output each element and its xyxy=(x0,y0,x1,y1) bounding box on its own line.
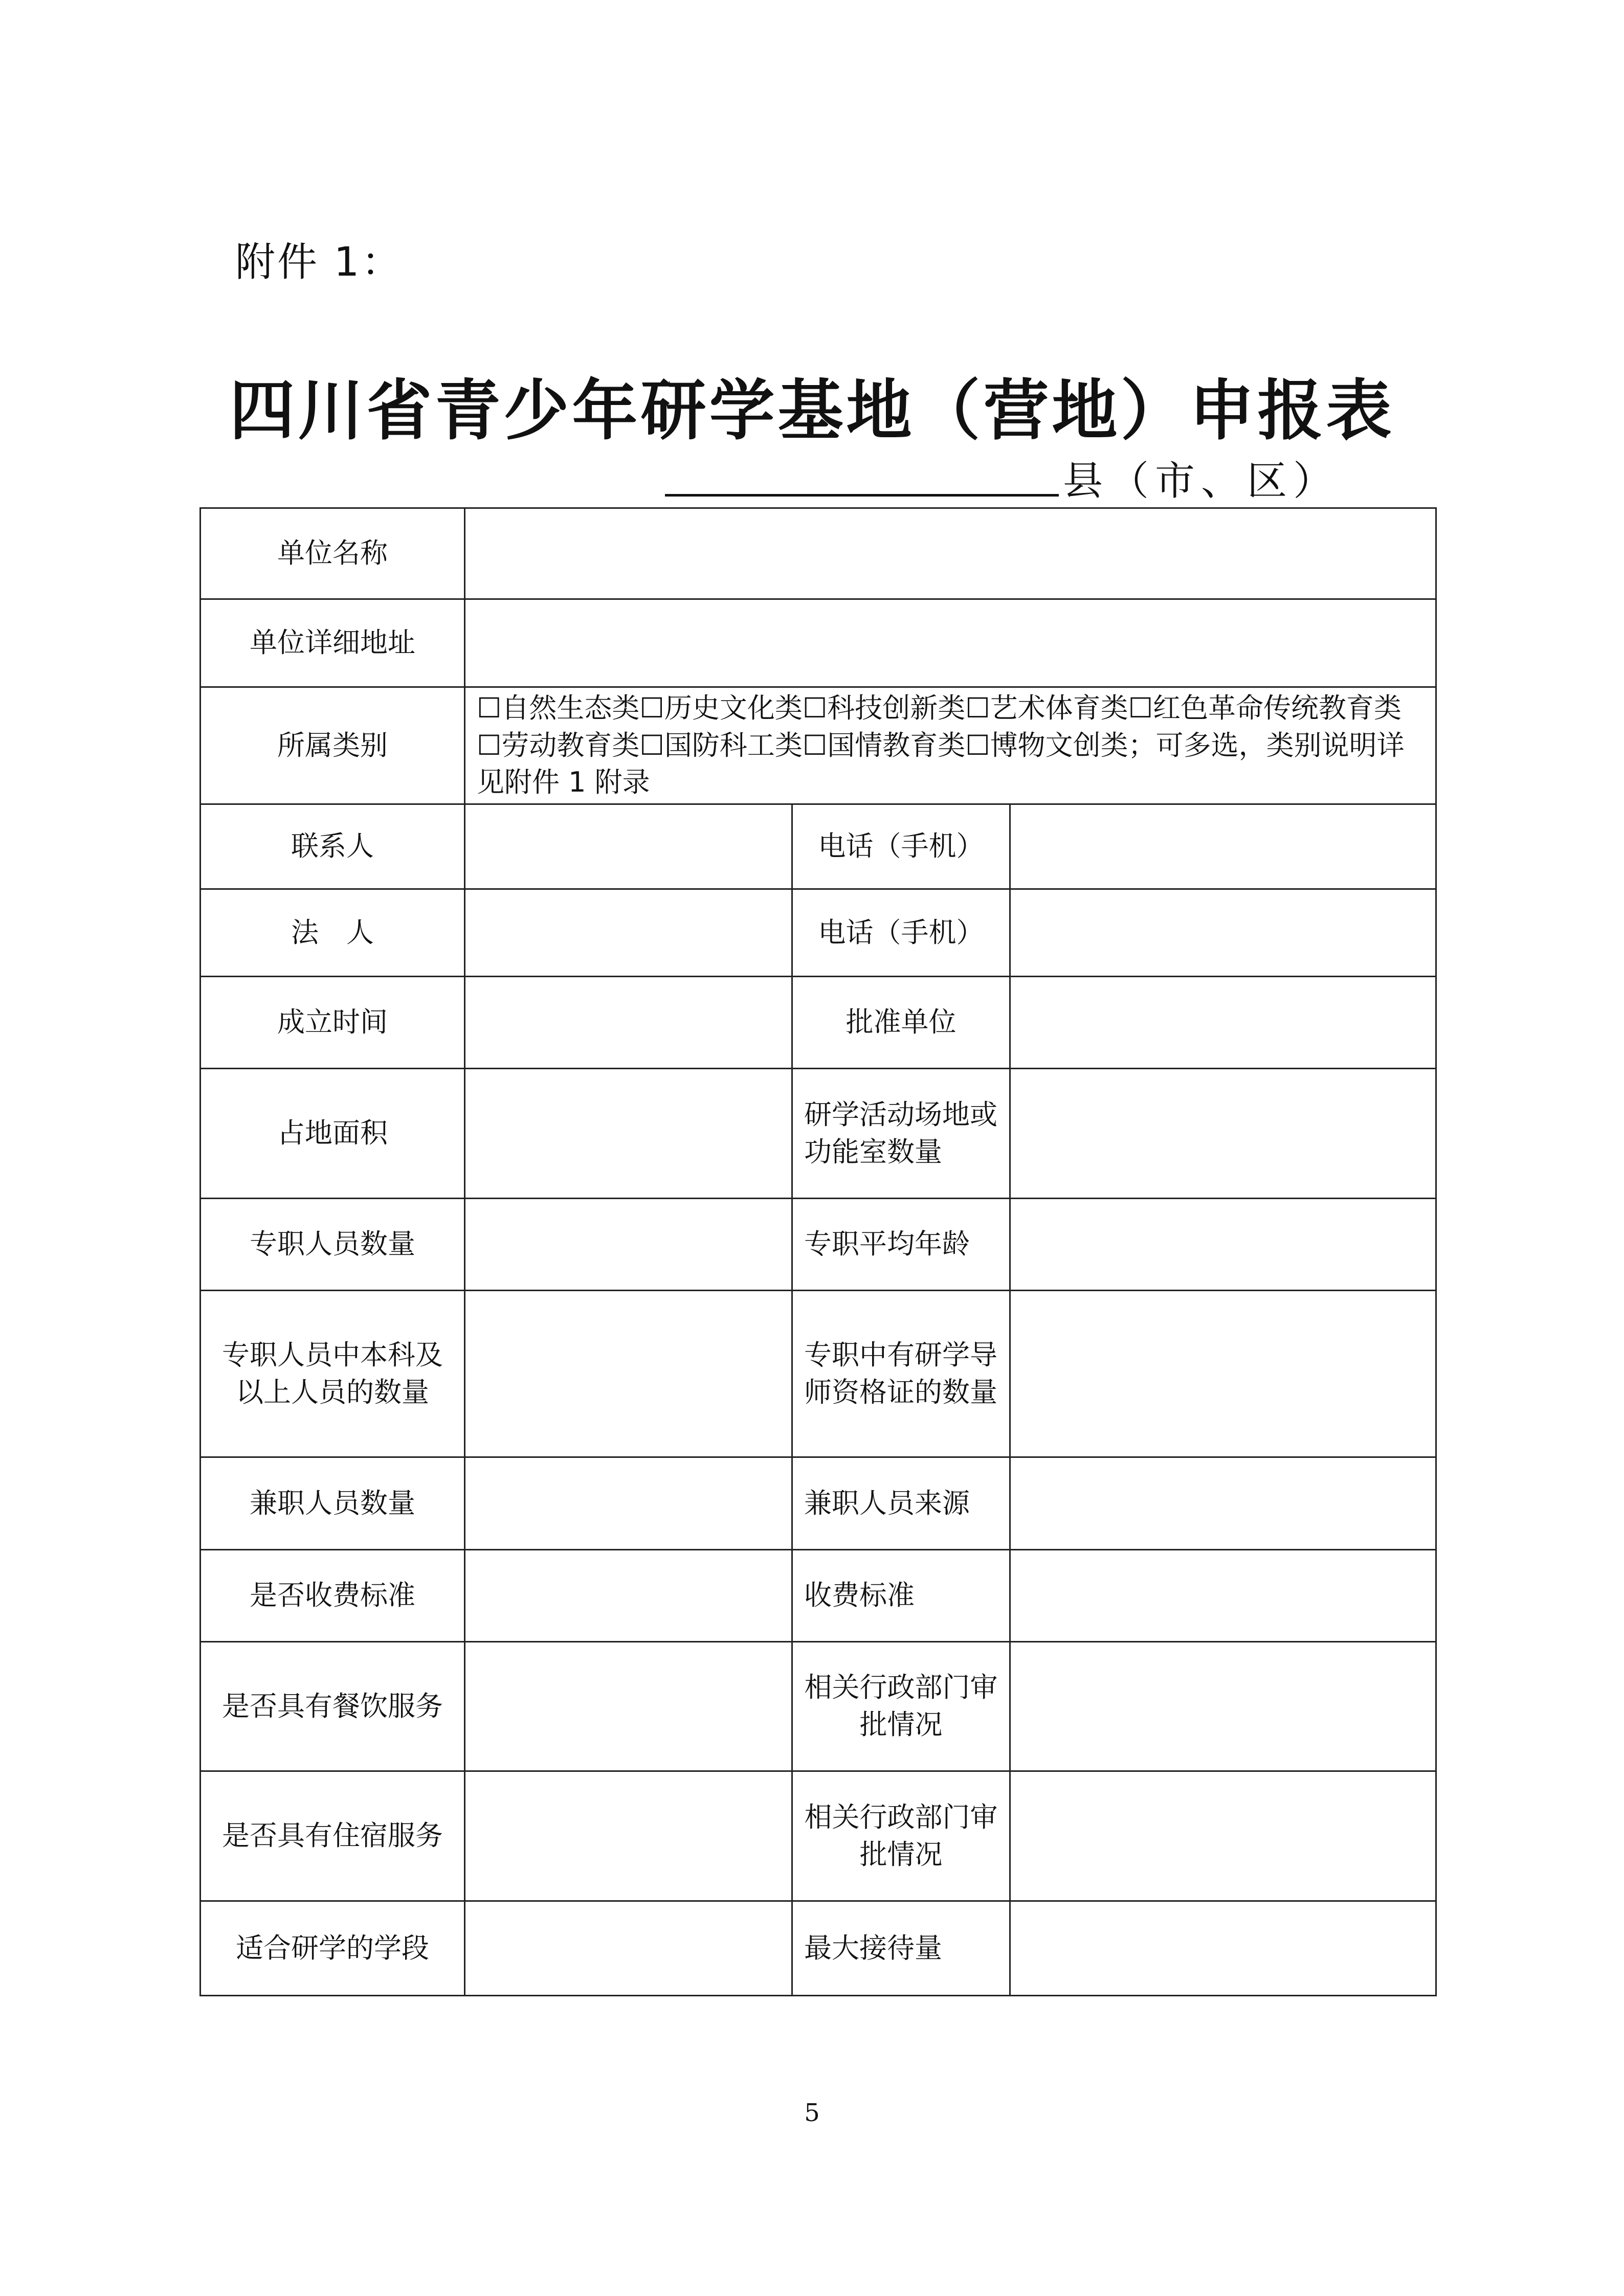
parttime-count-value[interactable] xyxy=(465,1457,792,1550)
parttime-source-label: 兼职人员来源 xyxy=(792,1457,1010,1550)
unit-name-value[interactable] xyxy=(465,508,1436,599)
area-label: 占地面积 xyxy=(201,1069,465,1199)
charge-standard-label: 收费标准 xyxy=(792,1550,1010,1642)
county-fill-blank[interactable] xyxy=(665,445,1059,497)
page-number: 5 xyxy=(804,2099,820,2127)
contact-value[interactable] xyxy=(465,804,792,889)
charge-flag-label: 是否收费标准 xyxy=(201,1550,465,1642)
area-value[interactable] xyxy=(465,1069,792,1199)
venue-count-value[interactable] xyxy=(1010,1069,1436,1199)
unit-address-value[interactable] xyxy=(465,599,1436,687)
county-suffix: 县（市、区） xyxy=(1063,458,1340,504)
fulltime-tutor-value[interactable] xyxy=(1010,1291,1436,1457)
fulltime-age-label: 专职平均年龄 xyxy=(792,1199,1010,1291)
table-row xyxy=(201,1291,1436,1457)
table-row xyxy=(201,687,1436,804)
fulltime-count-value[interactable] xyxy=(465,1199,792,1291)
unit-address-label: 单位详细地址 xyxy=(201,599,465,687)
contact-phone-value[interactable] xyxy=(1010,804,1436,889)
catering-value[interactable] xyxy=(465,1642,792,1771)
catering-approval-label: 相关行政部门审批情况 xyxy=(792,1642,1010,1771)
unit-name-label: 单位名称 xyxy=(201,508,465,599)
school-stage-value[interactable] xyxy=(465,1901,792,1996)
charge-standard-value[interactable] xyxy=(1010,1550,1436,1642)
table-row xyxy=(201,1199,1436,1291)
table-row xyxy=(201,599,1436,687)
legal-person-value[interactable] xyxy=(465,889,792,977)
table-row xyxy=(201,1550,1436,1642)
catering-approval-value[interactable] xyxy=(1010,1642,1436,1771)
table-row xyxy=(201,977,1436,1069)
charge-flag-value[interactable] xyxy=(465,1550,792,1642)
fulltime-tutor-label: 专职中有研学导师资格证的数量 xyxy=(792,1291,1010,1457)
lodging-value[interactable] xyxy=(465,1771,792,1901)
lodging-approval-value[interactable] xyxy=(1010,1771,1436,1901)
category-options[interactable]: ☐自然生态类☐历史文化类☐科技创新类☐艺术体育类☐红色革命传统教育类☐劳动教育类☐国防科工类☐国情教育类☐博物文创类；可多选，类别说明详见附件 1 附录 xyxy=(465,687,1436,804)
venue-count-label: 研学活动场地或功能室数量 xyxy=(792,1069,1010,1199)
contact-label: 联系人 xyxy=(201,804,465,889)
max-capacity-label: 最大接待量 xyxy=(792,1901,1010,1996)
legal-phone-label: 电话（手机） xyxy=(792,889,1010,977)
max-capacity-value[interactable] xyxy=(1010,1901,1436,1996)
lodging-label: 是否具有住宿服务 xyxy=(201,1771,465,1901)
fulltime-age-value[interactable] xyxy=(1010,1199,1436,1291)
lodging-approval-label: 相关行政部门审批情况 xyxy=(792,1771,1010,1901)
table-row xyxy=(201,1069,1436,1199)
annex-label: 附件 1： xyxy=(235,239,404,285)
table-row xyxy=(201,1457,1436,1550)
application-form-table xyxy=(199,507,1437,1996)
fulltime-count-label: 专职人员数量 xyxy=(201,1199,465,1291)
legal-person-label: 法 人 xyxy=(201,889,465,977)
table-row xyxy=(201,804,1436,889)
table-row xyxy=(201,1901,1436,1996)
parttime-count-label: 兼职人员数量 xyxy=(201,1457,465,1550)
contact-phone-label: 电话（手机） xyxy=(792,804,1010,889)
approval-unit-value[interactable] xyxy=(1010,977,1436,1069)
founded-value[interactable] xyxy=(465,977,792,1069)
table-row xyxy=(201,889,1436,977)
founded-label: 成立时间 xyxy=(201,977,465,1069)
approval-unit-label: 批准单位 xyxy=(792,977,1010,1069)
table-row xyxy=(201,1771,1436,1901)
table-row xyxy=(201,1642,1436,1771)
parttime-source-value[interactable] xyxy=(1010,1457,1436,1550)
page-title: 四川省青少年研学基地（营地）申报表 xyxy=(229,372,1395,449)
legal-phone-value[interactable] xyxy=(1010,889,1436,977)
category-label: 所属类别 xyxy=(201,687,465,804)
fulltime-bachelor-label: 专职人员中本科及以上人员的数量 xyxy=(201,1291,465,1457)
fulltime-bachelor-value[interactable] xyxy=(465,1291,792,1457)
table-row xyxy=(201,508,1436,599)
catering-label: 是否具有餐饮服务 xyxy=(201,1642,465,1771)
school-stage-label: 适合研学的学段 xyxy=(201,1901,465,1996)
